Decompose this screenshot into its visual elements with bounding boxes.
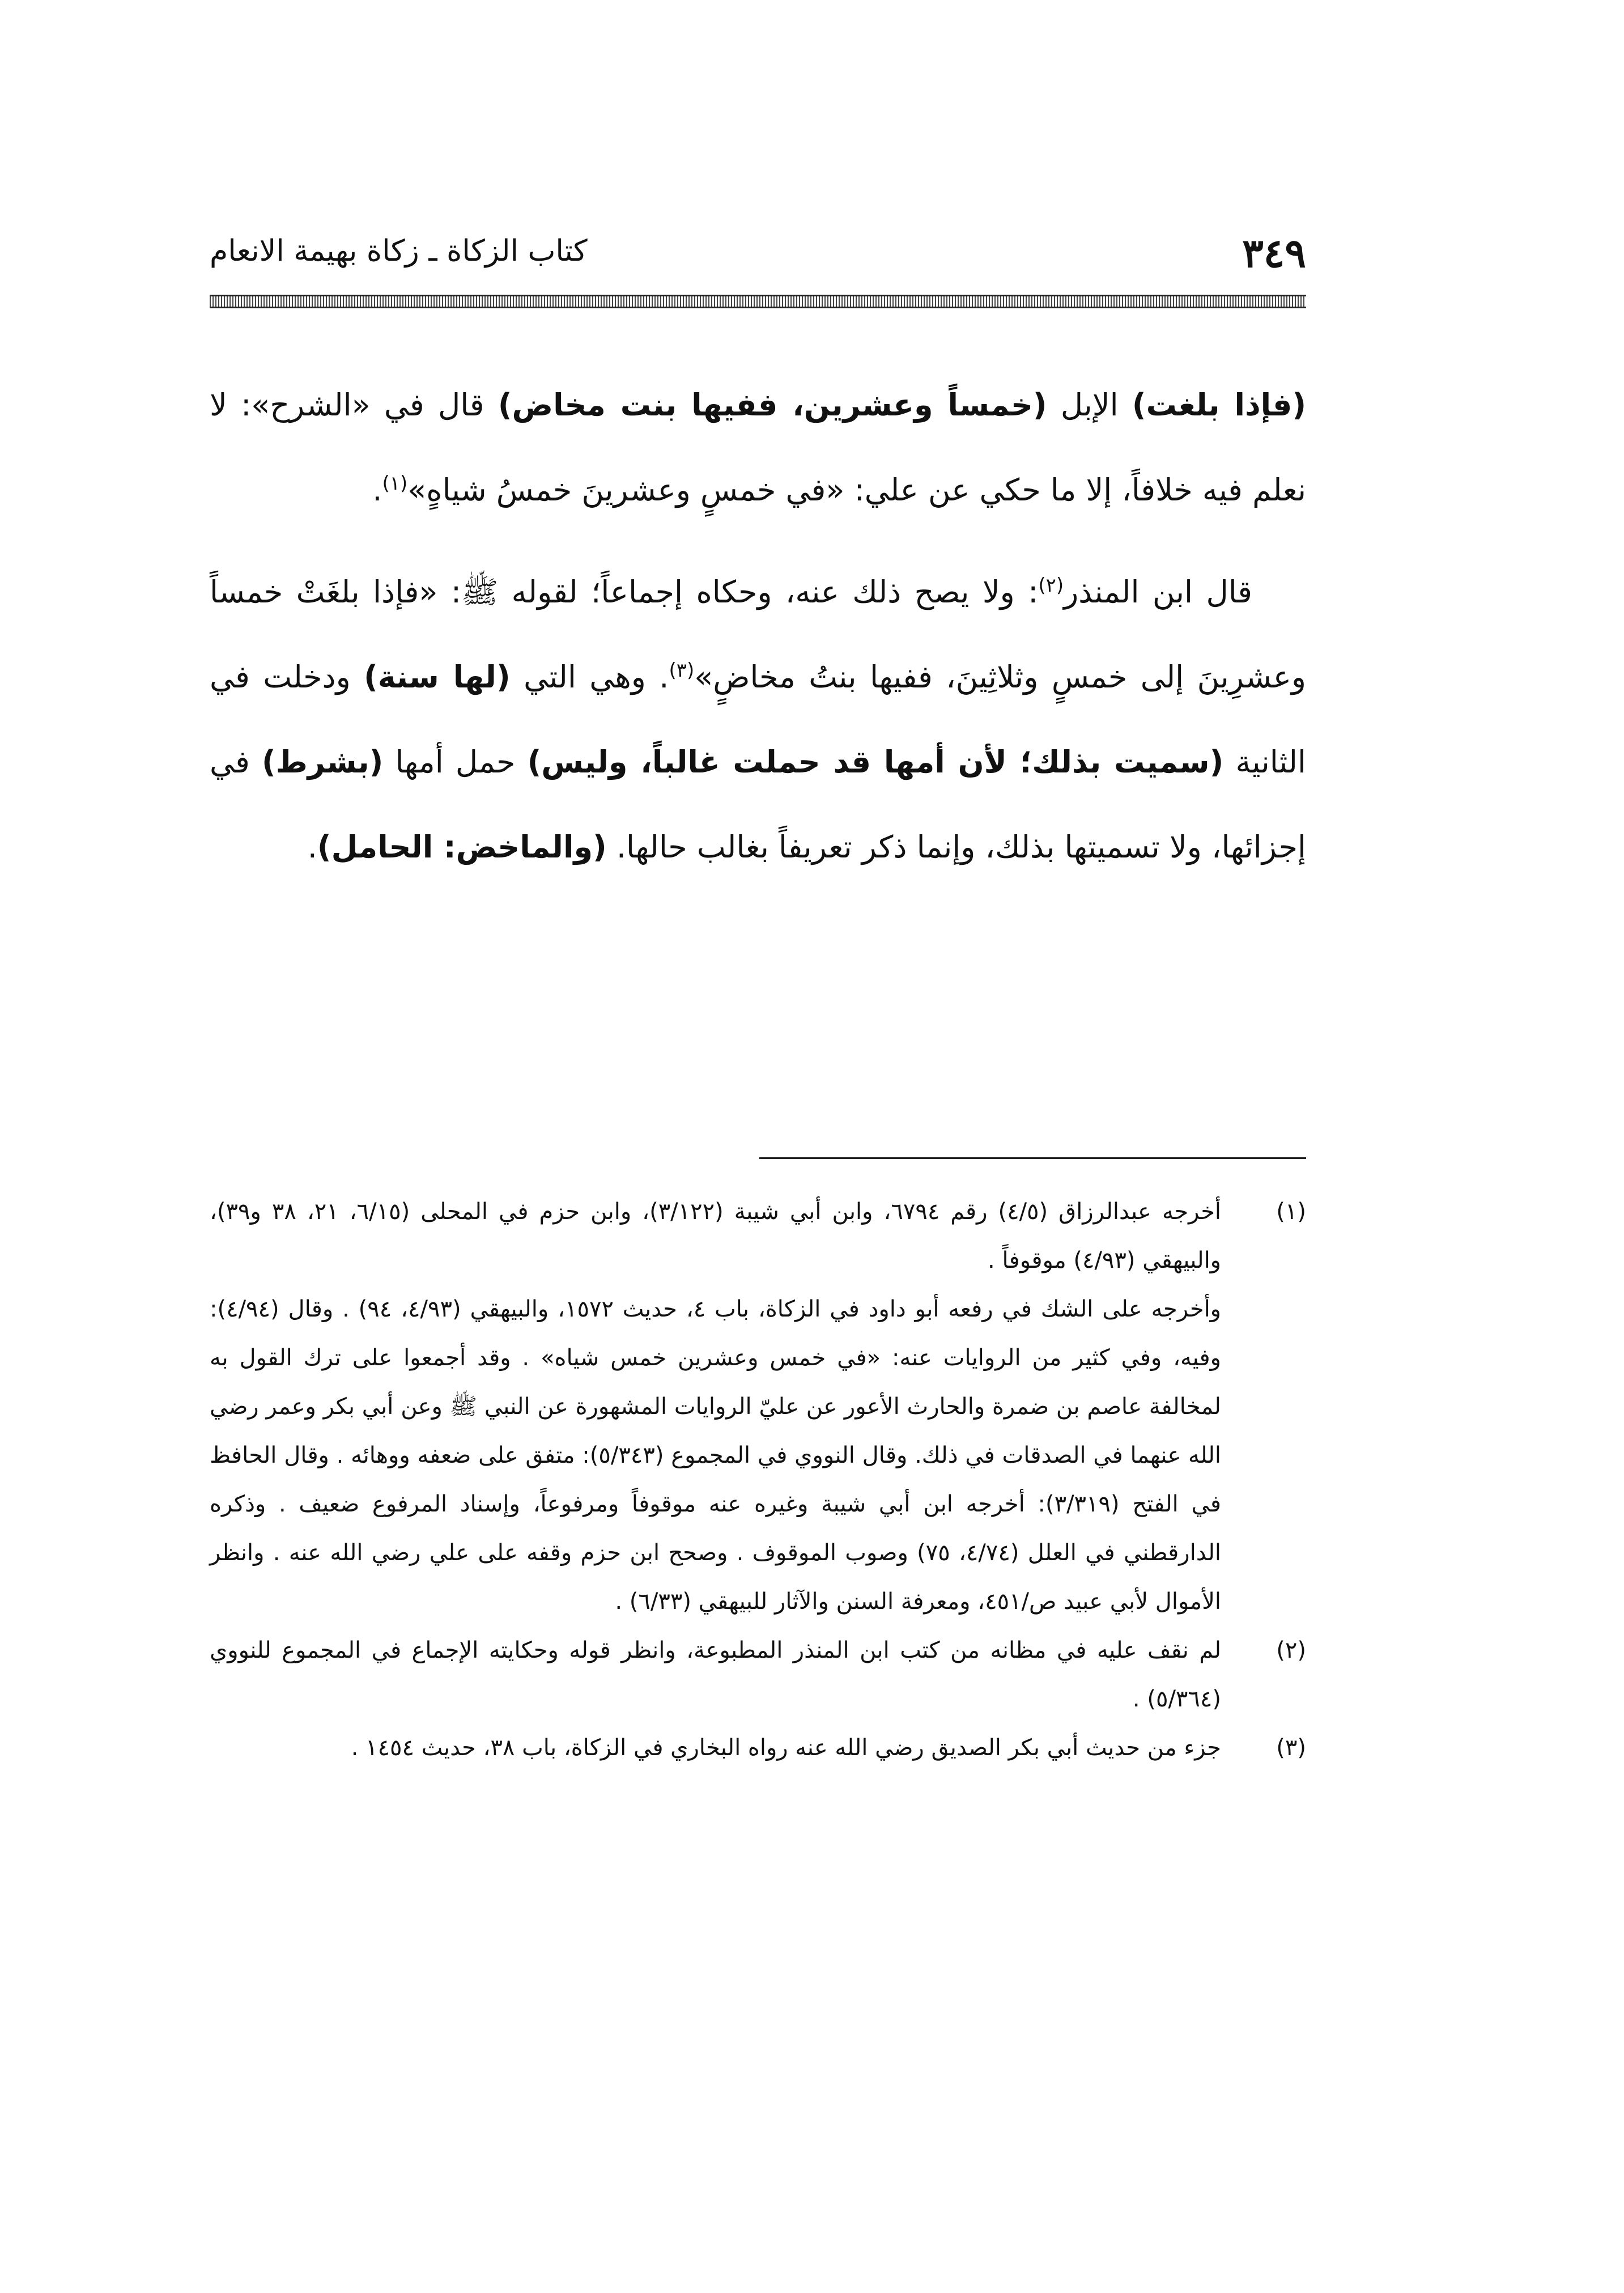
commentary-text: حمل أمها [383, 744, 528, 780]
footnote-number: (٣) [1276, 1735, 1306, 1761]
commentary-text: قال ابن المنذر [1064, 574, 1252, 610]
commentary-text: قال في «الشرح»: لا نعلم فيه خلافاً، إلا ما حكي عن علي: «في خمسٍ وعشرينَ خمسُ شياهٍ» [210, 387, 1306, 508]
footnote-text: لم نقف عليه في مظانه من كتب ابن المنذر المطبوعة، وانظر قوله وحكايته الإجماع في المجموع للنووي (٥/٣٦٤) . [210, 1637, 1221, 1712]
footnote-text: أخرجه عبدالرزاق (٤/٥) رقم ٦٧٩٤، وابن أبي شيبة (٣/١٢٢)، وابن حزم في المحلى (٦/١٥، ٢١، ٣٨ و٣٩)، والبيهقي (٤/٩٣) موقوفاً . [210, 1199, 1222, 1273]
footnote-1 [210, 1187, 1306, 1626]
footnote-separator [759, 1157, 1306, 1159]
matn-phrase: (سميت بذلك؛ لأن أمها قد حملت غالباً، وليس) [527, 744, 1224, 780]
footnote-number: (٢) [1276, 1637, 1306, 1663]
commentary-text: . [307, 829, 317, 865]
footnote-ref-1[interactable]: (١) [382, 472, 408, 495]
paragraph-2 [210, 550, 1306, 890]
commentary-text: : ولا يصح ذلك عنه، وحكاه إجماعاً؛ لقوله ﷺ: «فإذا بلغَتْ خمساً وعشرِينَ إلى خمسٍ وثلاثِينَ، ففيها بنتُ مخاضٍ» [210, 574, 1307, 695]
footnote-number: (١) [1276, 1199, 1306, 1225]
matn-phrase: (خمساً وعشرين، ففيها بنت مخاض) [498, 387, 1047, 423]
commentary-text: في إجزائها، ولا تسميتها بذلك، وإنما ذكر تعريفاً بغالب حالها. [210, 744, 1306, 865]
commentary-text: . [372, 472, 382, 508]
footnotes [210, 1187, 1306, 1772]
footnote-text: وأخرجه على الشك في رفعه أبو داود في الزكاة، باب ٤، حديث ١٥٧٢، والبيهقي (٤/٩٣، ٩٤) . وقال (٤/٩٤): وفيه، وفي كثير من الروايات عنه: «في خمس وعشرين خمس شياه» . وقد أجمعوا على ترك القول به لمخالفة عاصم بن ضمرة والحارث الأعور عن عليّ الروايات المشهورة عن النبي ﷺ وعن أبي بكر وعمر رضي الله عنهما في الصدقات في ذلك. وقال النووي في المجموع (٥/٣٤٣): متفق على ضعفه ووهائه . وقال الحافظ في الفتح (٣/٣١٩): أخرجه ابن أبي شيبة وغيره عنه موقوفاً ومرفوعاً، وإسناد المرفوع ضعيف . وذكره الدارقطني في العلل (٤/٧٤، ٧٥) وصوب الموقوف . وصحح ابن حزم وقفه على علي رضي الله عنه . وانظر الأموال لأبي عبيد ص/٤٥١، ومعرفة السنن والآثار للبيهقي (٦/٣٣) . [210, 1296, 1222, 1615]
footnote-ref-3[interactable]: (٣) [669, 659, 695, 682]
commentary-text: الإبل [1047, 387, 1132, 423]
footnote-ref-2[interactable]: (٢) [1038, 574, 1064, 597]
matn-phrase: (لها سنة) [364, 659, 511, 695]
page-number: ٣٤٩ [1242, 230, 1306, 277]
running-title: كتاب الزكاة ـ زكاة بهيمة الانعام [210, 234, 588, 268]
commentary-text: ودخلت في الثانية [210, 659, 1306, 780]
running-head [210, 230, 1306, 283]
footnote-text: جزء من حديث أبي بكر الصديق رضي الله عنه رواه البخاري في الزكاة، باب ٣٨، حديث ١٤٥٤ . [351, 1735, 1221, 1761]
commentary-text: . وهي التي [510, 659, 669, 695]
paragraph-1 [210, 363, 1306, 533]
footnote-3 [210, 1723, 1306, 1772]
footnote-2 [210, 1626, 1306, 1723]
main-text [210, 363, 1306, 890]
matn-phrase: (بشرط) [262, 744, 384, 780]
matn-phrase: (فإذا بلغت) [1132, 387, 1306, 423]
header-rule [210, 295, 1306, 308]
matn-phrase: (والماخض: الحامل) [317, 829, 607, 865]
